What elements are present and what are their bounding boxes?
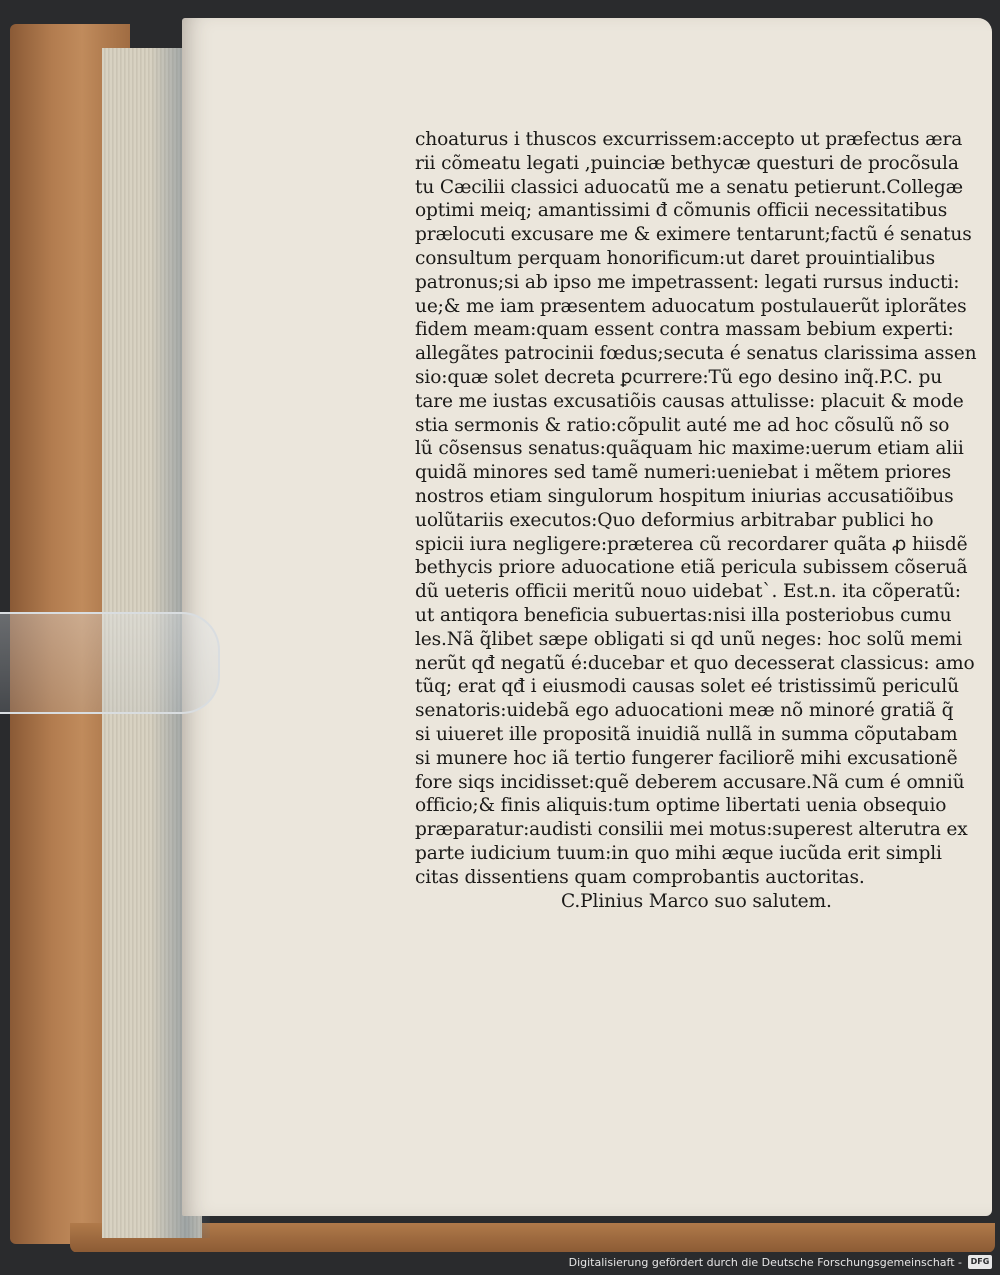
text-line: consultum perquam honorificum:ut daret prouintialibus	[415, 247, 935, 269]
text-line: stia sermonis & ratio:cõpulit auté me ad hoc cõsulũ nõ so	[415, 414, 950, 436]
text-line: optimi meiq; amantissimi đ cõmunis officii necessitatibus	[415, 200, 948, 222]
text-line: prælocuti excusare me & eximere tentarunt;factũ é senatus	[415, 224, 972, 246]
text-line: citas dissentiens quam comprobantis auctoritas.	[415, 866, 865, 888]
text-block	[415, 128, 975, 913]
text-line: patronus;si ab ipso me impetrassent: legati rursus inducti:	[415, 271, 960, 293]
text-line: nostros etiam singulorum hospitum iniurias accusatiõibus	[415, 485, 954, 507]
dfg-logo-icon: DFG	[968, 1255, 992, 1269]
text-line: fore siqs incidisset:quẽ deberem accusare.Nã cum é omniũ	[415, 771, 965, 793]
plastic-bookmark	[0, 612, 220, 714]
text-line: ue;& me iam præsentem aduocatum postulauerũt iplorãtes	[415, 295, 967, 317]
text-line: tare me iustas excusatiõis causas attulisse: placuit & mode	[415, 390, 964, 412]
text-line: quidã minores sed tamẽ numeri:ueniebat i mẽtem priores	[415, 462, 952, 484]
text-line: allegãtes patrocinii fœdus;secuta é senatus clarissima assen	[415, 343, 977, 365]
text-line: ut antiqora beneficia subuertas:nisi illa posteriobus cumu	[415, 604, 952, 626]
text-line: les.Nã q̃libet sæpe obligati si qd unũ neges: hoc solũ memi	[415, 628, 963, 650]
text-line: si uiueret ille propositã inuidiã nullã in summa cõputabam	[415, 723, 958, 745]
text-line: spicii iura negligere:præterea cũ recordarer quãta ꝓ hiisdẽ	[415, 533, 968, 555]
text-line: choaturus i thuscos excurrissem:accepto ut præfectus æra	[415, 129, 963, 150]
text-line: fidem meam:quam essent contra massam bebium experti:	[415, 319, 954, 341]
text-line: parte iudicium tuum:in quo mihi æque iucũda erit simpli	[415, 842, 942, 864]
text-line: dũ ueteris officii meritũ nouo uidebatˋ. Est.n. ita cõperatũ:	[415, 581, 961, 603]
text-line: lũ cõsensus senatus:quãquam hic maxime:uerum etiam alii	[415, 438, 964, 460]
text-line: nerũt qđ negatũ é:ducebar et quo decesserat classicus: amo	[415, 652, 975, 674]
text-line: bethycis priore aduocatione etiã pericula subissem cõseruã	[415, 557, 968, 579]
salutation-heading: C.Plinius Marco suo salutem.	[561, 890, 832, 912]
text-line: tũq; erat qđ i eiusmodi causas solet eé tristissimũ periculũ	[415, 676, 959, 698]
text-line: officio;& finis aliquis:tum optime libertati uenia obsequio	[415, 795, 947, 817]
text-line: senatoris:uidebã ego aduocationi meæ nõ minoré gratiã q̃	[415, 700, 954, 722]
digitization-credit: Digitalisierung gefördert durch die Deutsche Forschungsgemeinschaft -	[568, 1256, 962, 1269]
text-line: rii cõmeatu legati ,puinciæ bethycæ questuri de procõsula	[415, 152, 959, 174]
text-line: si munere hoc iã tertio fungerer faciliorẽ mihi excusationẽ	[415, 747, 958, 769]
text-line: sio:quæ solet decreta ꝑcurrere:Tũ ego desino inq̃.P.C. pu	[415, 366, 943, 388]
text-line: uolũtariis executos:Quo deformius arbitrabar publici ho	[415, 509, 934, 531]
text-line: præparatur:audisti consilii mei motus:superest alterutra ex	[415, 819, 968, 841]
text-line: tu Cæcilii classici aduocatũ me a senatu petierunt.Collegæ	[415, 176, 963, 198]
